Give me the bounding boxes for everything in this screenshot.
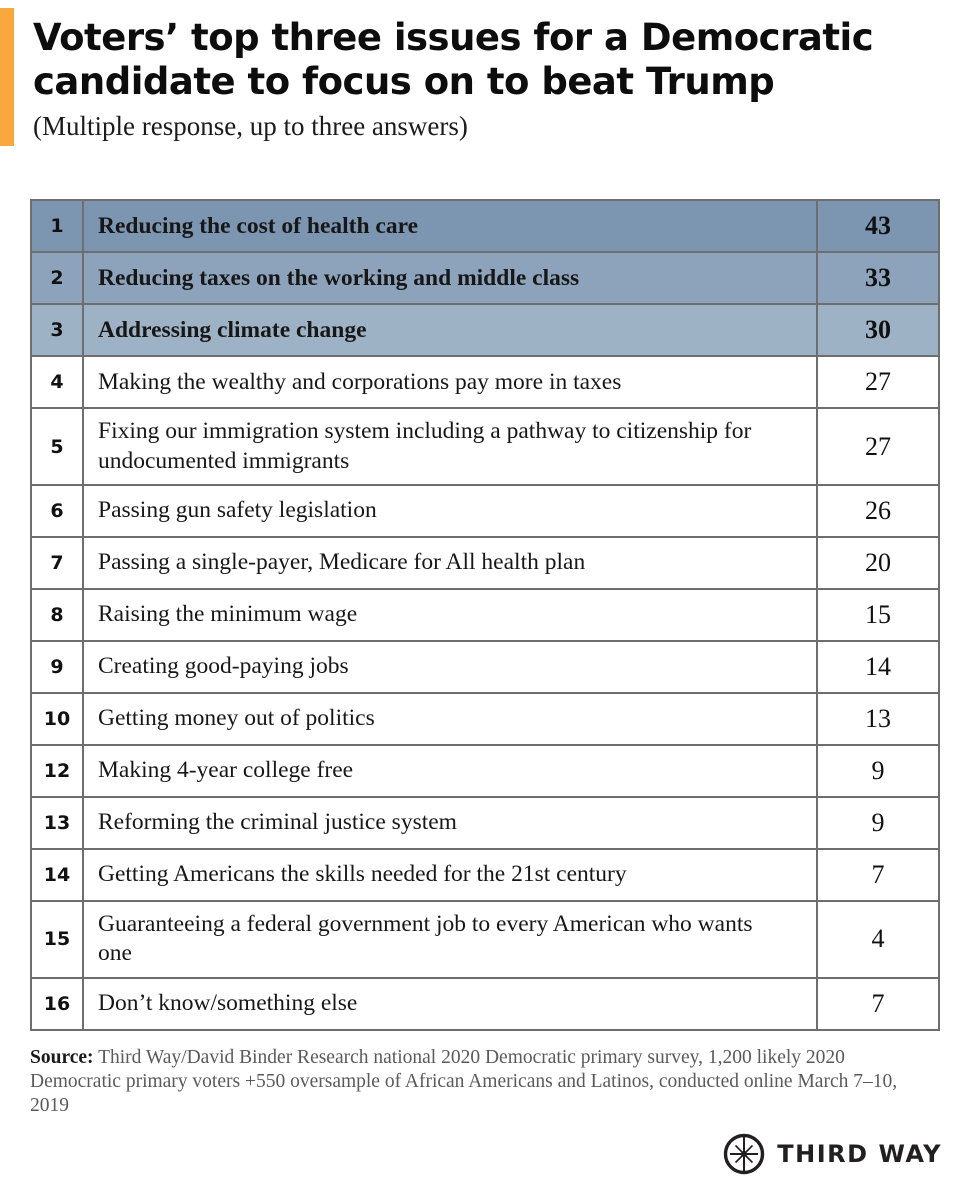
- table-row: [31, 485, 939, 537]
- header: [0, 0, 960, 142]
- issue-cell: Don’t know/something else: [83, 978, 817, 1030]
- value-cell: 7: [817, 849, 939, 901]
- rank-cell: 13: [31, 797, 83, 849]
- rank-cell: 5: [31, 408, 83, 485]
- value-cell: 26: [817, 485, 939, 537]
- table-row: [31, 200, 939, 252]
- issue-cell: Creating good-paying jobs: [83, 641, 817, 693]
- issue-cell: Getting money out of politics: [83, 693, 817, 745]
- page-title: Voters’ top three issues for a Democratic candidate to focus on to beat Trump: [33, 16, 874, 103]
- value-cell: 14: [817, 641, 939, 693]
- value-cell: 43: [817, 200, 939, 252]
- rank-cell: 7: [31, 537, 83, 589]
- table-row: [31, 356, 939, 408]
- rank-cell: 6: [31, 485, 83, 537]
- issue-cell: Passing gun safety legislation: [83, 485, 817, 537]
- issue-cell: Raising the minimum wage: [83, 589, 817, 641]
- rank-cell: 8: [31, 589, 83, 641]
- issues-table: [30, 199, 940, 1031]
- rank-cell: 1: [31, 200, 83, 252]
- table-row: [31, 641, 939, 693]
- source-text: Third Way/David Binder Research national 2020 Democratic primary survey, 1,200 likely 2020 Democratic primary voters +550 oversample of African Americans and Latinos, conducted online March 7–10, 2019: [30, 1046, 898, 1116]
- issue-cell: Guaranteeing a federal government job to every American who wants one: [83, 901, 817, 978]
- value-cell: 30: [817, 304, 939, 356]
- source-label: Source:: [30, 1046, 94, 1068]
- issue-cell: Reducing the cost of health care: [83, 200, 817, 252]
- source-note: [30, 1046, 930, 1118]
- value-cell: 4: [817, 901, 939, 978]
- table-row: [31, 408, 939, 485]
- issue-cell: Reducing taxes on the working and middle class: [83, 252, 817, 304]
- rank-cell: 2: [31, 252, 83, 304]
- rank-cell: 12: [31, 745, 83, 797]
- rank-cell: 9: [31, 641, 83, 693]
- value-cell: 9: [817, 745, 939, 797]
- table-row: [31, 797, 939, 849]
- table-row: [31, 745, 939, 797]
- table-row: [31, 537, 939, 589]
- table-row: [31, 901, 939, 978]
- issue-cell: Making 4-year college free: [83, 745, 817, 797]
- table-row: [31, 978, 939, 1030]
- value-cell: 15: [817, 589, 939, 641]
- value-cell: 9: [817, 797, 939, 849]
- issue-cell: Passing a single-payer, Medicare for All health plan: [83, 537, 817, 589]
- issue-cell: Reforming the criminal justice system: [83, 797, 817, 849]
- rank-cell: 10: [31, 693, 83, 745]
- issue-cell: Addressing climate change: [83, 304, 817, 356]
- value-cell: 33: [817, 252, 939, 304]
- value-cell: 13: [817, 693, 939, 745]
- table-row: [31, 693, 939, 745]
- rank-cell: 16: [31, 978, 83, 1030]
- brand-lockup: [722, 1132, 942, 1176]
- compass-star-icon: [722, 1132, 766, 1176]
- rank-cell: 4: [31, 356, 83, 408]
- value-cell: 20: [817, 537, 939, 589]
- rank-cell: 3: [31, 304, 83, 356]
- issue-cell: Getting Americans the skills needed for the 21st century: [83, 849, 817, 901]
- rank-cell: 15: [31, 901, 83, 978]
- value-cell: 7: [817, 978, 939, 1030]
- page-subtitle: (Multiple response, up to three answers): [33, 111, 468, 142]
- table-row: [31, 304, 939, 356]
- issue-cell: Fixing our immigration system including a pathway to citizenship for undocumented immigrants: [83, 408, 817, 485]
- rank-cell: 14: [31, 849, 83, 901]
- brand-name: THIRD WAY: [777, 1140, 942, 1168]
- table-row: [31, 849, 939, 901]
- accent-bar: [0, 8, 14, 146]
- table-row: [31, 252, 939, 304]
- value-cell: 27: [817, 356, 939, 408]
- issue-cell: Making the wealthy and corporations pay more in taxes: [83, 356, 817, 408]
- value-cell: 27: [817, 408, 939, 485]
- table-row: [31, 589, 939, 641]
